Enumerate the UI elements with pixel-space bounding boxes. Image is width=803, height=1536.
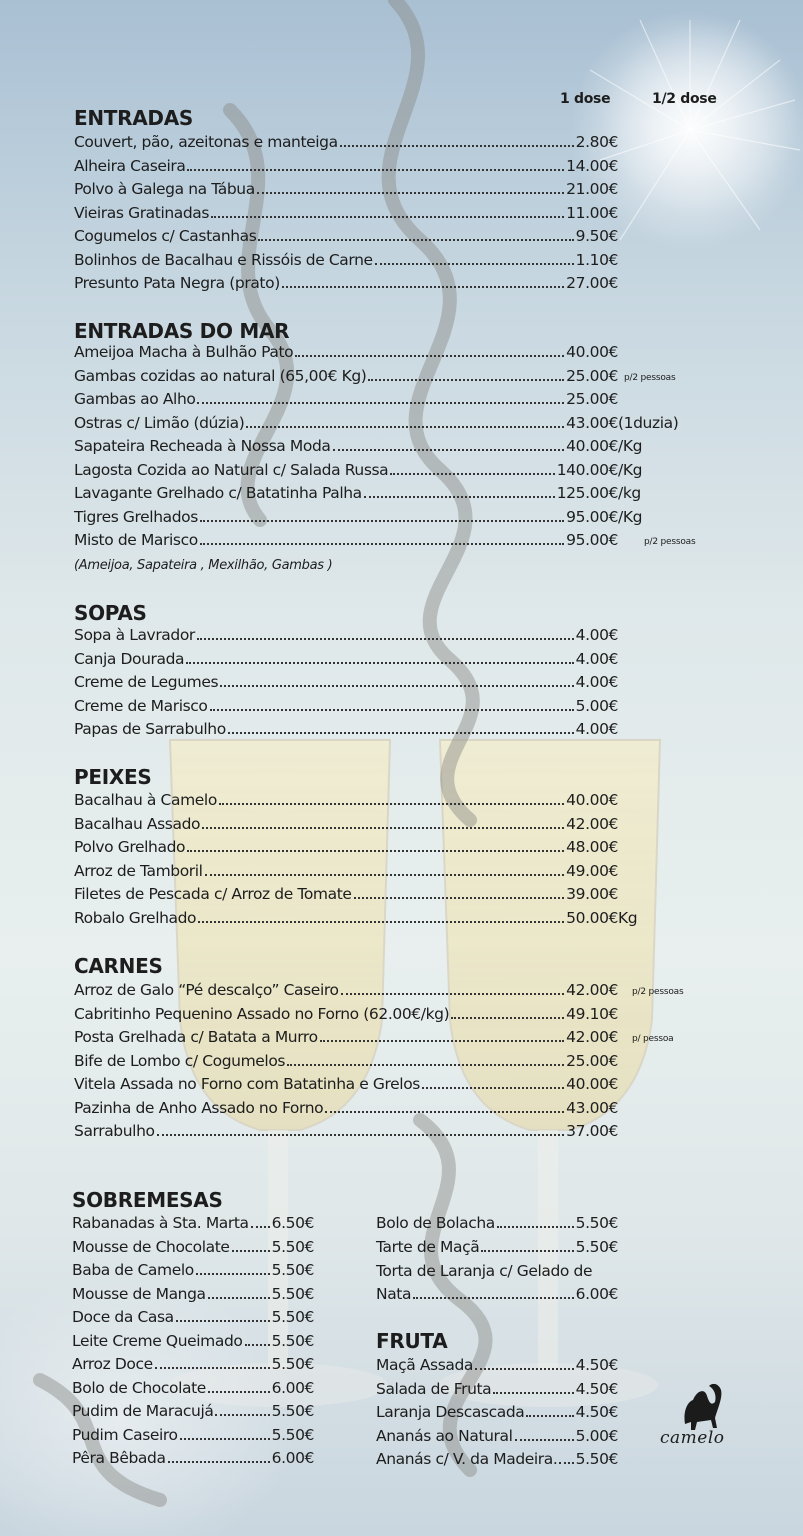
item-name: Salada de Fruta: [376, 1379, 492, 1398]
item-name: Polvo à Galega na Tábua: [74, 180, 255, 198]
item-price: 21.00€: [566, 180, 618, 198]
dose-half-header: 1/2 dose: [652, 91, 717, 107]
dot-leader: [295, 355, 564, 357]
price-unit: Kg: [618, 908, 638, 927]
item-name: Ostras c/ Limão (dúzia): [74, 413, 245, 432]
logo-text: camelo: [660, 1428, 725, 1448]
dot-leader: [364, 496, 555, 498]
item-price: 50.00€: [566, 908, 618, 927]
menu-row: [74, 390, 618, 413]
item-name: Canja Dourada: [74, 649, 185, 668]
dot-leader: [257, 192, 564, 194]
item-price: 4.00€: [575, 720, 618, 738]
menu-row: [74, 251, 618, 274]
dot-leader: [475, 1368, 574, 1370]
menu-row: [74, 862, 618, 885]
misto-note: (Ameijoa, Sapateira , Mexilhão, Gambas ): [74, 558, 333, 573]
dot-leader: [497, 1226, 574, 1228]
menu-row: [74, 1075, 618, 1098]
item-price: 25.00€: [566, 366, 618, 385]
item-price: 95.00€: [566, 507, 618, 526]
dot-leader: [422, 1087, 564, 1089]
price-unit: (1duzia): [618, 413, 679, 432]
menu-row: [72, 1214, 314, 1237]
item-name: Papas de Sarrabulho: [74, 720, 226, 738]
menu-row: [72, 1238, 314, 1261]
item-price: 1.10€: [575, 250, 618, 269]
section-title-carnes: CARNES: [74, 954, 163, 978]
item-name: Sarrabulho: [74, 1122, 155, 1140]
menu-row: [74, 460, 643, 484]
item-name: Baba de Camelo: [72, 1261, 194, 1279]
dot-leader: [186, 662, 573, 664]
dot-leader: [202, 827, 564, 829]
item-price: 5.50€: [575, 1237, 618, 1256]
dot-leader: [320, 1040, 565, 1042]
menu-row: [72, 1285, 314, 1308]
item-name: Ananás ao Natural: [376, 1426, 513, 1445]
item-name: Alheira Caseira: [74, 156, 186, 175]
price-unit: /Kg: [618, 460, 643, 479]
dot-leader: [210, 709, 574, 711]
menu-row: [74, 437, 643, 460]
menu-row: [74, 1028, 618, 1051]
menu-row: [74, 157, 618, 180]
price-unit: /Kg: [618, 507, 643, 526]
dot-leader: [208, 1391, 270, 1393]
item-name: Bife de Lombo c/ Cogumelos: [74, 1051, 286, 1070]
item-name: Posta Grelhada c/ Batata a Murro: [74, 1028, 318, 1046]
portion-note: p/2 pessoas: [644, 537, 696, 547]
section-title-entradas: ENTRADAS: [74, 106, 194, 130]
item-price: 5.50€: [271, 1425, 314, 1444]
dot-leader: [282, 286, 564, 288]
dot-leader: [341, 993, 565, 995]
dot-leader: [333, 449, 565, 451]
item-price: 5.50€: [271, 1402, 314, 1420]
dot-leader: [198, 921, 564, 923]
menu-row: [74, 697, 618, 720]
item-name: Polvo Grelhado: [74, 838, 186, 856]
item-name: Cogumelos c/ Castanhas: [74, 227, 257, 245]
menu-row: [72, 1426, 314, 1449]
portion-note: p/ pessoa: [632, 1034, 674, 1044]
menu-row: [376, 1356, 618, 1379]
dose-full-header: 1 dose: [560, 91, 611, 107]
item-name: Laranja Descascada: [376, 1403, 525, 1421]
price-unit: /Kg: [618, 437, 643, 455]
item-name: Pudim Caseiro: [72, 1425, 178, 1444]
menu-row: [74, 413, 679, 437]
torta-line-1: Torta de Laranja c/ Gelado de: [376, 1262, 593, 1280]
item-price: 25.00€: [566, 390, 618, 408]
menu-row: [74, 981, 618, 1004]
item-name: Rabanadas à Sta. Marta: [72, 1214, 249, 1232]
section-title-peixes: PEIXES: [74, 765, 152, 789]
item-name: Gambas cozidas ao natural (65,00€ Kg): [74, 366, 367, 385]
item-name: Maçã Assada: [376, 1356, 474, 1374]
dot-leader: [187, 169, 564, 171]
dot-leader: [413, 1297, 574, 1299]
menu-row: [74, 1099, 618, 1122]
item-name: Vieiras Gratinadas: [74, 203, 210, 222]
dot-leader: [215, 1414, 269, 1416]
item-price: 9.50€: [575, 227, 618, 245]
item-name: Tarte de Maçã: [376, 1237, 480, 1256]
item-name: Sapateira Recheada à Nossa Moda: [74, 437, 331, 455]
item-price: 4.00€: [575, 673, 618, 691]
item-price: 5.00€: [575, 696, 618, 715]
dot-leader: [258, 239, 573, 241]
menu-row: [74, 1122, 618, 1145]
item-price: 40.00€: [566, 343, 618, 361]
item-price: 48.00€: [566, 838, 618, 856]
item-price: 39.00€: [566, 885, 618, 903]
menu-row: [74, 484, 641, 507]
item-price: 43.00€: [566, 1098, 618, 1117]
item-name: Nata: [376, 1285, 412, 1303]
item-price: 6.00€: [271, 1378, 314, 1397]
dot-leader: [245, 1344, 270, 1346]
menu-row: [74, 507, 643, 531]
item-name: Pudim de Maracujá: [72, 1402, 214, 1420]
menu-row: [74, 838, 618, 861]
dot-leader: [197, 402, 564, 404]
dot-leader: [176, 1320, 270, 1322]
dot-leader: [180, 1438, 270, 1440]
item-price: 37.00€: [566, 1122, 618, 1140]
section-title-fruta: FRUTA: [376, 1329, 448, 1353]
item-price: 14.00€: [566, 156, 618, 175]
menu-row: [74, 815, 618, 838]
item-price: 6.00€: [271, 1449, 314, 1467]
menu-row: [74, 650, 618, 673]
dot-leader: [200, 520, 564, 522]
item-name: Arroz Doce: [72, 1355, 153, 1373]
menu-row: [74, 204, 618, 227]
item-name: Creme de Marisco: [74, 696, 208, 715]
menu-row: [72, 1261, 314, 1284]
menu-row: [72, 1355, 314, 1378]
item-price: 4.00€: [575, 626, 618, 644]
item-name: Arroz de Tamboril: [74, 861, 203, 880]
menu-row: [72, 1308, 314, 1331]
item-name: Bacalhau Assado: [74, 814, 201, 833]
dot-leader: [196, 1273, 270, 1275]
item-price: 4.50€: [575, 1403, 618, 1421]
item-price: 2.80€: [575, 133, 618, 151]
item-price: 43.00€: [566, 413, 618, 432]
item-price: 5.50€: [271, 1261, 314, 1279]
dot-leader: [232, 1250, 270, 1252]
item-name: Presunto Pata Negra (prato): [74, 274, 280, 292]
menu-row: [376, 1214, 618, 1237]
menu-row: [376, 1380, 618, 1403]
item-name: Bolo de Chocolate: [72, 1378, 206, 1397]
item-name: Sopa à Lavrador: [74, 626, 195, 644]
dot-leader: [354, 897, 565, 899]
item-price: 95.00€: [566, 531, 618, 549]
item-price: 40.00€: [566, 1075, 618, 1093]
dot-leader: [200, 543, 564, 545]
item-price: 125.00€: [556, 484, 618, 502]
dot-leader: [251, 1226, 270, 1228]
item-name: Bolinhos de Bacalhau e Rissóis de Carne: [74, 250, 373, 269]
dot-leader: [340, 145, 574, 147]
dot-leader: [559, 1462, 573, 1464]
menu-row: [72, 1402, 314, 1425]
item-price: 4.00€: [575, 649, 618, 668]
menu-row: [376, 1450, 618, 1473]
portion-note: p/2 pessoas: [632, 987, 684, 997]
item-name: Leite Creme Queimado: [72, 1331, 243, 1350]
item-name: Creme de Legumes: [74, 673, 219, 691]
section-title-entradas-mar: ENTRADAS DO MAR: [74, 319, 290, 343]
dot-leader: [168, 1461, 270, 1463]
item-name: Mousse de Manga: [72, 1284, 206, 1303]
dot-leader: [368, 379, 564, 381]
menu-row-torta: [376, 1285, 618, 1308]
section-title-sopas: SOPAS: [74, 601, 147, 625]
menu-row: [72, 1449, 314, 1472]
item-name: Robalo Grelhado: [74, 908, 197, 927]
item-price: 5.00€: [575, 1426, 618, 1445]
portion-note: p/2 pessoas: [624, 372, 676, 383]
menu-row: [74, 367, 618, 390]
dot-leader: [493, 1392, 573, 1394]
dot-leader: [208, 1297, 270, 1299]
item-price: 11.00€: [566, 203, 618, 222]
item-name: Bacalhau à Camelo: [74, 791, 217, 809]
item-price: 49.10€: [566, 1004, 618, 1023]
dot-leader: [481, 1250, 573, 1252]
item-price: 5.50€: [271, 1284, 314, 1303]
menu-row: [74, 180, 618, 203]
menu-row: [74, 1052, 618, 1075]
item-name: Ananás c/ V. da Madeira.: [376, 1450, 558, 1468]
menu-row: [74, 626, 618, 649]
menu-row: [74, 1005, 618, 1028]
dot-leader: [219, 803, 564, 805]
dot-leader: [390, 473, 554, 475]
menu-row: [74, 274, 618, 297]
item-price: 5.50€: [271, 1308, 314, 1326]
item-price: 42.00€: [566, 981, 618, 999]
dot-leader: [325, 1111, 564, 1113]
item-price: 4.50€: [575, 1379, 618, 1398]
item-price: 25.00€: [566, 1051, 618, 1070]
dot-leader: [211, 216, 564, 218]
dot-leader: [187, 850, 564, 852]
item-price: 140.00€: [556, 460, 618, 479]
menu-row: [74, 673, 618, 696]
menu-row: [74, 531, 618, 554]
item-name: Couvert, pão, azeitonas e manteiga: [74, 133, 338, 151]
menu-row: [72, 1379, 314, 1402]
item-name: Doce da Casa: [72, 1308, 174, 1326]
menu-row: [376, 1238, 618, 1261]
dot-leader: [526, 1415, 573, 1417]
item-price: 4.50€: [575, 1356, 618, 1374]
item-name: Arroz de Galo “Pé descalço” Caseiro: [74, 981, 339, 999]
menu-row: [72, 1332, 314, 1355]
dot-leader: [205, 874, 565, 876]
item-name: Gambas ao Alho: [74, 390, 196, 408]
dot-leader: [375, 263, 574, 265]
item-name: Vitela Assada no Forno com Batatinha e Grelos: [74, 1075, 420, 1093]
item-price: 5.50€: [271, 1355, 314, 1373]
item-price: 40.00€: [566, 437, 618, 455]
item-price: 6.00€: [575, 1285, 618, 1303]
item-price: 49.00€: [566, 861, 618, 880]
item-name: Ameijoa Macha à Bulhão Pato: [74, 343, 294, 361]
item-price: 5.50€: [271, 1237, 314, 1256]
item-price: 27.00€: [566, 274, 618, 292]
item-price: 5.50€: [575, 1214, 618, 1232]
dot-leader: [246, 426, 564, 428]
item-price: 40.00€: [566, 791, 618, 809]
menu-row: [376, 1403, 618, 1426]
menu-row: [74, 227, 618, 250]
section-title-sobremesas: SOBREMESAS: [72, 1188, 223, 1212]
menu-row: [74, 791, 618, 814]
item-name: Pazinha de Anho Assado no Forno: [74, 1098, 324, 1117]
dot-leader: [228, 732, 574, 734]
dot-leader: [197, 638, 574, 640]
dot-leader: [287, 1064, 564, 1066]
menu-row: [74, 343, 618, 366]
item-price: 42.00€: [566, 1028, 618, 1046]
item-price: 42.00€: [566, 814, 618, 833]
price-unit: /kg: [618, 484, 641, 502]
item-name: Lavagante Grelhado c/ Batatinha Palha: [74, 484, 362, 502]
dot-leader: [155, 1367, 270, 1369]
item-name: Tigres Grelhados: [74, 507, 198, 526]
menu-row: [74, 133, 618, 156]
item-price: 5.50€: [575, 1450, 618, 1468]
item-name: Mousse de Chocolate: [72, 1237, 230, 1256]
item-name: Pêra Bêbada: [72, 1449, 166, 1467]
item-price: 6.50€: [271, 1214, 314, 1232]
item-name: Lagosta Cozida ao Natural c/ Salada Russa: [74, 460, 389, 479]
menu-row: [74, 908, 638, 932]
item-name: Cabritinho Pequenino Assado no Forno (62.00€/kg): [74, 1004, 450, 1023]
dot-leader: [451, 1017, 564, 1019]
menu-row: [74, 720, 618, 743]
dot-leader: [220, 685, 573, 687]
dot-leader: [157, 1134, 565, 1136]
menu-row: [376, 1427, 618, 1450]
item-price: 5.50€: [271, 1331, 314, 1350]
item-name: Bolo de Bolacha: [376, 1214, 495, 1232]
item-name: Filetes de Pescada c/ Arroz de Tomate: [74, 885, 352, 903]
dot-leader: [515, 1439, 574, 1441]
menu-row: [74, 885, 618, 908]
item-name: Misto de Marisco: [74, 531, 198, 549]
